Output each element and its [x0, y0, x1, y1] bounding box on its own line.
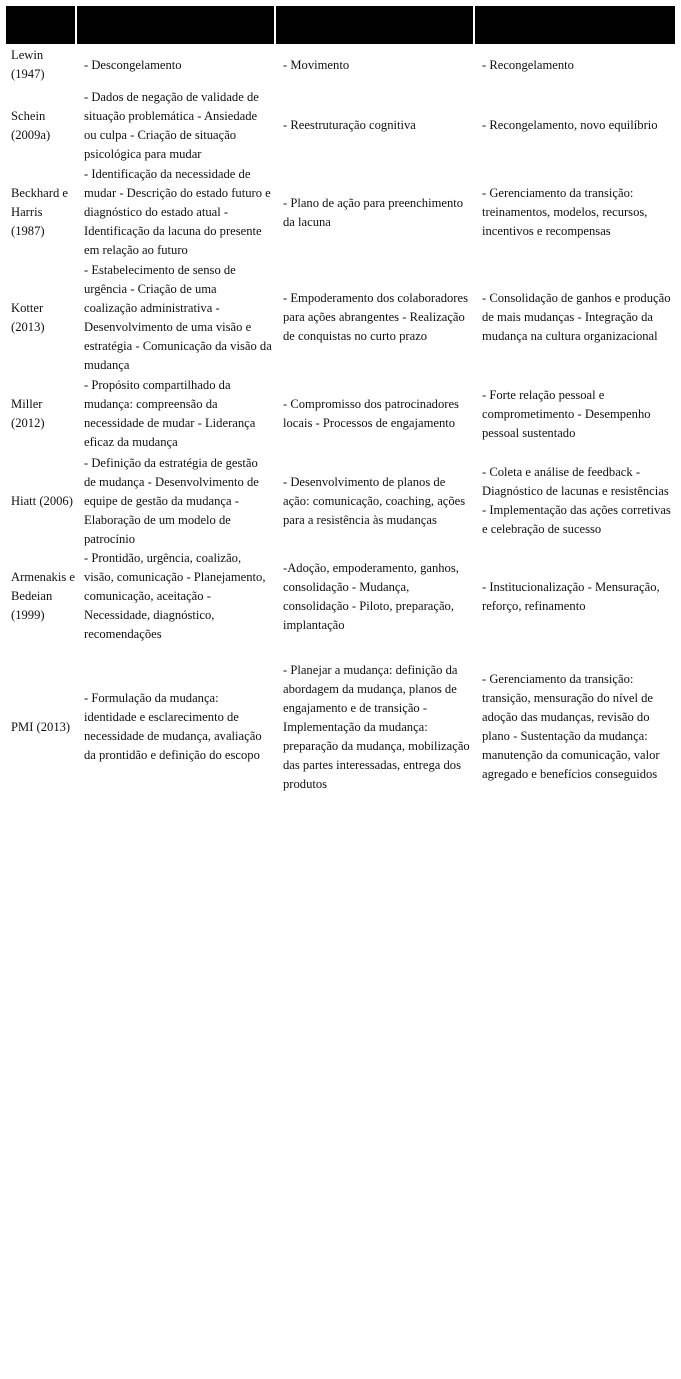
author-cell: Schein (2009a): [11, 108, 51, 142]
header-phase-1: [77, 6, 276, 44]
table-row: [6, 165, 675, 260]
table-row: [6, 549, 675, 644]
phase-1-cell: - Identificação da necessidade de mudar - Descrição do estado futuro e diagnóstico do estado atual - Identificação da lacuna do presente em relação ao futuro: [84, 167, 271, 257]
table-row: [6, 644, 675, 810]
phase-2-cell: - Empoderamento dos colaboradores para ações abrangentes - Realização de conquistas no curto prazo: [283, 291, 468, 343]
phase-2-cell: - Desenvolvimento de planos de ação: comunicação, coaching, ações para a resistência às mudanças: [283, 474, 466, 527]
phase-3-cell: - Recongelamento, novo equilíbrio: [482, 118, 658, 132]
phase-3-cell: - Gerenciamento da transição: treinamentos, modelos, recursos, incentivos e recompensas: [482, 186, 648, 238]
phase-3-cell: - Coleta e análise de feedback - Diagnóstico de lacunas e resistências - Implementação das ações corretivas e celebração de sucesso: [482, 465, 671, 536]
author-cell: Beckhard e Harris (1987): [11, 186, 68, 238]
header-author: [6, 6, 77, 44]
phase-1-cell: - Estabelecimento de senso de urgência - Criação de uma coalização administrativa - Desenvolvimento de uma visão e estratégia - Comunicação da visão da mudança: [84, 262, 272, 372]
header-phase-3: [475, 6, 675, 44]
phase-2-cell: - Plano de ação para preenchimento da lacuna: [283, 195, 464, 229]
author-cell: PMI (2013): [11, 719, 71, 734]
author-cell: Miller (2012): [11, 397, 45, 430]
phase-1-cell: - Formulação da mudança: identidade e esclarecimento de necessidade de mudança, avaliação da prontidão e definição do escopo: [84, 691, 262, 762]
phase-3-cell: - Gerenciamento da transição: transição, mensuração do nível de adoção das mudanças, revisão do plano - Sustentação da mudança: manutenção da comunicação, valor agregado e benefícios conseguidos: [482, 672, 660, 781]
table-row: [6, 375, 675, 453]
table-row: [6, 453, 675, 549]
phase-1-cell: - Prontidão, urgência, coalizão, visão, comunicação - Planejamento, comunicação, aceitação - Necessidade, diagnóstico, recomendações: [84, 551, 266, 641]
phase-1-cell: - Propósito compartilhado da mudança: compreensão da necessidade de mudar - Liderança eficaz da mudança: [84, 378, 256, 449]
phase-1-cell: - Descongelamento: [84, 57, 182, 72]
phase-3-cell: - Consolidação de ganhos e produção de mais mudanças - Integração da mudança na cultura organizacional: [482, 291, 671, 343]
phase-3-cell: - Forte relação pessoal e comprometimento - Desempenho pessoal sustentado: [482, 387, 651, 440]
author-cell: Hiatt (2006): [11, 493, 73, 508]
change-models-table: [6, 6, 675, 810]
table-row: [6, 260, 675, 375]
author-cell: Kotter (2013): [11, 300, 45, 334]
phase-1-cell: - Dados de negação de validade de situação problemática - Ansiedade ou culpa - Criação de situação psicológica para mudar: [84, 89, 259, 161]
table-row: [6, 86, 675, 165]
phase-1-cell: - Definição da estratégia de gestão de mudança - Desenvolvimento de equipe de gestão da mudança - Elaboração de um modelo de patrocínio: [84, 455, 259, 546]
phase-2-cell: - Movimento: [283, 57, 350, 72]
phase-2-cell: - Reestruturação cognitiva: [283, 118, 416, 132]
phase-3-cell: - Institucionalização - Mensuração, reforço, refinamento: [482, 579, 660, 613]
phase-2-cell: - Planejar a mudança: definição da abordagem da mudança, planos de engajamento e de transição - Implementação da mudança: preparação da mudança, mobilização das partes interessadas, entrega dos produtos: [283, 662, 470, 791]
header-row: [6, 6, 675, 44]
author-cell: Lewin (1947): [11, 48, 45, 81]
phase-2-cell: - Compromisso dos patrocinadores locais - Processos de engajamento: [283, 397, 459, 430]
phase-3-cell: - Recongelamento: [482, 57, 574, 72]
table-row: [6, 44, 675, 86]
phase-2-cell: -Adoção, empoderamento, ganhos, consolidação - Mudança, consolidação - Piloto, preparação, implantação: [283, 560, 459, 632]
author-cell: Armenakis e Bedeian (1999): [11, 570, 75, 622]
header-phase-2: [276, 6, 475, 44]
